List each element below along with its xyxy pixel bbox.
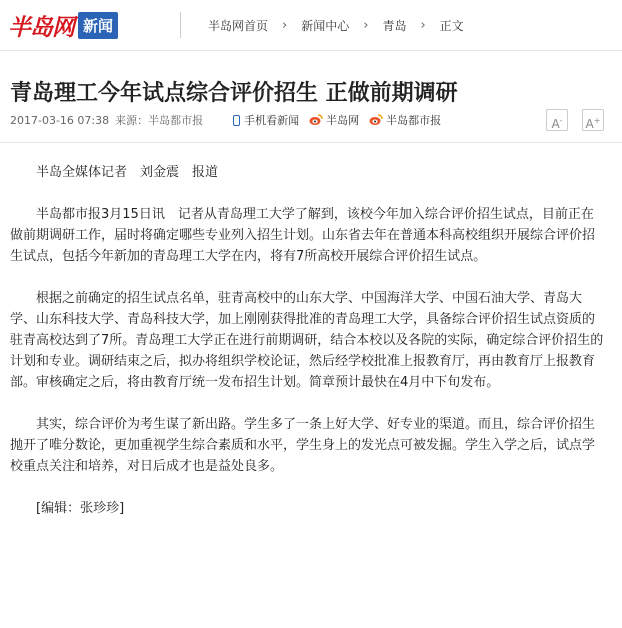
article-body <box>10 162 606 540</box>
paragraph: 其实，综合评价为考生谋了新出路。学生多了一条上好大学、好专业的渠道。而且，综合评价招生抛开了唯分数论，更加重视学生综合素质和水平，学生身上的发光点可被发掘。学生入学之后，试点学校重点关注和培养，对日后成才也是益处良多。 <box>10 417 596 474</box>
meta-rule <box>0 142 622 143</box>
article-title: 青岛理工今年试点综合评价招生 正做前期调研 <box>10 81 458 106</box>
weibo-bandao-link[interactable] <box>309 112 359 128</box>
paragraph: 半岛都市报3月15日讯 记者从青岛理工大学了解到，该校今年加入综合评价招生试点，目前正在做前期调研工作，届时将确定哪些专业列入招生计划。山东省去年在普通本科高校组织开展综合评价招生试点，包括今年新加的青岛理工大学在内，将有7所高校开展综合评价招生试点。 <box>10 207 596 264</box>
font-increase-label: A <box>585 117 594 131</box>
site-logo[interactable] <box>8 10 118 40</box>
font-increase-button[interactable]: A+ <box>582 109 604 131</box>
mobile-news-label: 手机看新闻 <box>244 114 300 127</box>
header-divider <box>180 12 181 38</box>
article-source: 来源：半岛都市报 <box>115 114 204 127</box>
byline: 半岛全媒体记者 刘金震 报道 <box>36 165 219 180</box>
article-meta <box>10 112 441 128</box>
publish-datetime: 2017-03-16 07:38 <box>10 113 110 127</box>
weibo-bandao-label: 半岛网 <box>326 114 360 127</box>
font-decrease-button[interactable]: A- <box>546 109 568 131</box>
chevron-right-icon: › <box>363 18 369 33</box>
breadcrumb-news-center[interactable]: 新闻中心 <box>301 19 350 33</box>
breadcrumb-home[interactable]: 半岛网首页 <box>208 19 269 33</box>
header-rule <box>0 50 622 51</box>
chevron-right-icon: › <box>282 18 288 33</box>
weibo-dushibao-label: 半岛都市报 <box>386 114 442 127</box>
weibo-dushibao-link[interactable] <box>369 112 441 128</box>
logo-section-tag: 新闻 <box>78 12 118 39</box>
paragraph: 根据之前确定的招生试点名单，驻青高校中的山东大学、中国海洋大学、中国石油大学、青岛大学、山东科技大学、青岛科技大学，加上刚刚获得批准的青岛理工大学，具备综合评价招生试点资质的驻青高校达到了7所。青岛理工大学正在进行前期调研，结合本校以及各院的实际，确定综合评价招生的计划和专业。调研结束之后，拟办将组织学校论证，然后经学校批准上报教育厅，再由教育厅上报教育部。审核确定之后，将由教育厅统一发布招生计划。简章预计最快在4月中下旬发布。 <box>10 291 604 390</box>
weibo-icon <box>309 114 323 126</box>
breadcrumb-current: 正文 <box>439 19 464 33</box>
mobile-news-link[interactable] <box>233 112 299 128</box>
logo-text: 半岛网 <box>8 13 74 41</box>
breadcrumb <box>208 17 464 34</box>
weibo-icon <box>369 114 383 126</box>
phone-icon <box>233 115 240 126</box>
font-decrease-label: A <box>551 117 560 131</box>
editor-credit: [编辑：张珍珍] <box>36 501 125 516</box>
chevron-right-icon: › <box>420 18 426 33</box>
site-header <box>0 0 622 50</box>
breadcrumb-qingdao[interactable]: 青岛 <box>382 19 407 33</box>
